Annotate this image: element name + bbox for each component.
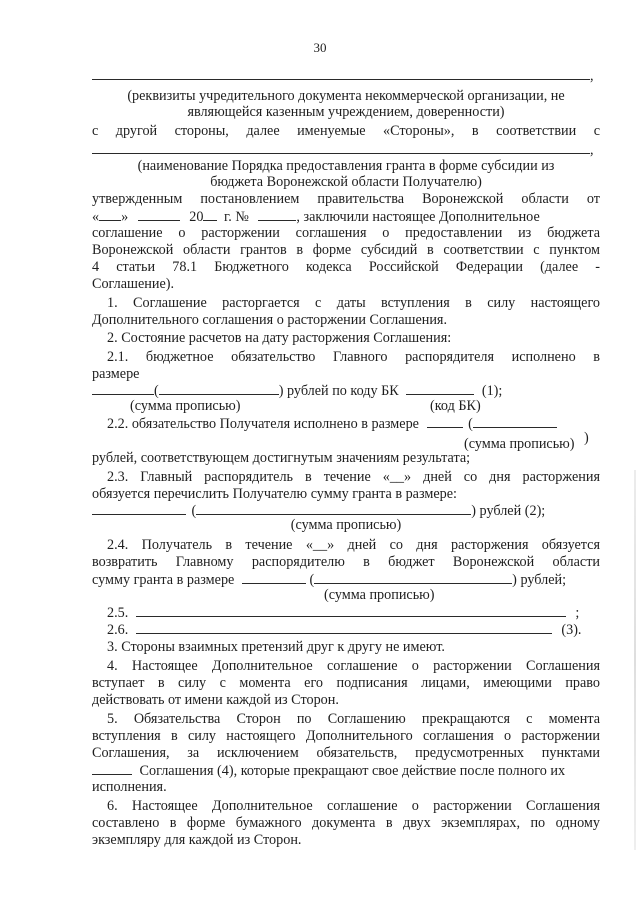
paragraph-line: 5. Обязательства Сторон по Соглашению прекращаются с момента: [107, 711, 600, 727]
paragraph-line: Воронежской области грантов в форме субсидий в соответствии с пунктом: [92, 242, 600, 258]
paragraph-line: рублей, соответствующем достигнутым значениям результата;: [92, 450, 471, 466]
paragraph-line: 2. Состояние расчетов на дату расторжения Соглашения:: [107, 330, 452, 346]
paragraph-line: 6. Настоящее Дополнительное соглашение о расторжении Соглашения: [107, 798, 600, 814]
fill-in-blank: [99, 209, 121, 221]
amount-line-2-3: ( ) рублей (2);: [92, 503, 600, 519]
paragraph-line: вступает в силу с момента его подписания лицами, имеющими право: [92, 675, 600, 691]
paragraph-line: исполнения.: [92, 779, 167, 795]
fill-in-blank: [92, 142, 590, 154]
paragraph-line: обязуется перечислить Получателю сумму гранта в размере:: [92, 486, 457, 502]
fill-in-blank: [427, 416, 463, 428]
fill-in-blank: [136, 605, 566, 617]
item-2-5-line: 2.5. ;: [107, 605, 580, 621]
paragraph-line: 3. Стороны взаимных претензий друг к другу не имеют.: [107, 639, 445, 655]
blank-line-requisites: ,: [92, 68, 600, 84]
fill-in-blank: [136, 622, 552, 634]
paragraph-line: 4 статьи 78.1 Бюджетного кодекса Российской Федерации (далее -: [92, 259, 600, 275]
fill-in-blank: [258, 209, 296, 221]
paragraph-line: 2.4. Получатель в течение «__» дней со дня расторжения обязуется: [107, 537, 600, 553]
paragraph-line: 4. Настоящее Дополнительное соглашение о расторжении Соглашения: [107, 658, 600, 674]
paragraph-line: экземпляру для каждой из Сторон.: [92, 832, 302, 848]
fill-in-blank: [203, 209, 217, 221]
fill-in-blank: [242, 572, 306, 584]
fill-in-blank: [92, 503, 186, 515]
paragraph-line: 2.3. Главный распорядитель в течение «__» дней со дня расторжения: [107, 469, 600, 485]
fill-in-blank: [159, 383, 279, 395]
paragraph-line: вступления в силу настоящего Дополнительного соглашения о расторжении: [92, 728, 600, 744]
caption-line: являющейся казенным учреждением, доверенности): [187, 104, 505, 120]
fill-in-blank: [92, 763, 132, 775]
paragraph-line: 2.2. обязательство Получателя исполнено в размере (: [92, 416, 600, 432]
amount-line-2-4: сумму гранта в размере ( ) рублей;: [92, 572, 567, 588]
paragraph-line: действовать от имени каждой из Сторон.: [92, 692, 339, 708]
blank-line-procedure: ,: [92, 142, 600, 158]
paragraph-line: составлено в форме бумажного документа в двух экземплярах, по одному: [92, 815, 600, 831]
caption-line: (реквизиты учредительного документа некоммерческой организации, не: [127, 88, 565, 104]
paragraph-line: Соглашение).: [92, 276, 175, 292]
fill-in-blank: [473, 416, 557, 428]
amount-line-2-1: ( ) рублей по коду БК (1);: [92, 383, 600, 399]
paragraph-line: Соглашения (4), которые прекращают свое действие после полного их: [92, 763, 600, 779]
scan-edge-shadow: [634, 470, 636, 850]
fill-in-blank: [92, 68, 590, 80]
paragraph-line: утвержденным постановлением правительства Воронежской области от: [92, 191, 600, 207]
fill-in-blank: [92, 383, 154, 395]
paragraph-line: Соглашения, за исключением обязательств, предусмотренных пунктами: [92, 745, 600, 761]
paragraph-line: Дополнительного соглашения о расторжении Соглашения.: [92, 312, 447, 328]
paragraph-line: 1. Соглашение расторгается с даты вступления в силу настоящего: [107, 295, 600, 311]
fill-in-blank: [196, 503, 471, 515]
caption-line: бюджета Воронежской области Получателю): [210, 174, 482, 190]
paragraph-line: 2.1. бюджетное обязательство Главного распорядителя исполнено в: [107, 349, 600, 365]
paragraph-line: возвратить Главному распорядителю в бюджет Воронежской области: [92, 554, 600, 570]
date-number-line: « » 20 г. № , заключили настоящее Дополнительное: [92, 209, 540, 225]
caption-line: (сумма прописью): [290, 517, 402, 533]
paragraph-line: соглашение о расторжении соглашения о предоставлении из бюджета: [92, 225, 600, 241]
fill-in-blank: [406, 383, 474, 395]
paragraph-line: с другой стороны, далее именуемые «Стороны», в соответствии с: [92, 123, 600, 139]
document-page: 30 , (реквизиты учредительного документа некоммерческой организации, не являющейся казенным учреждением, доверенности) с другой стороны, далее именуемые «Стороны», в соответствии с , (наименование Порядка предоставления гранта в форме субсидии из бюджета Воронежской области Получателю) утвержденным постановлением правительства Воронежской области от « » 20 г. № , заключили настоящее Дополнительное соглашение о расторжении соглашения о предоставлении из бюджета Воронежской области грантов в форме субсидий в соответствии с пунктом 4 статьи 78.1 Бюджетного кодекса Российской Федерации (далее - Соглашение). 1. Соглашение расторгается с даты вступления в силу настоящего Дополнительного соглашения о расторжении Соглашения. 2. Состояние расчетов на дату расторжения Соглашения: 2.1. бюджетное обязательство Главного распорядителя исполнено в размере ( ) рублей по коду БК (1); (сумма прописью) (код БК) 2.2. обязательство Получателя исполнено в размере ( ) (сумма прописью) рублей, соответствующем достигнутым значениям результата; 2.3. Главный распорядитель в течение «__» дней со дня расторжения обязуется перечислить Получателю сумму гранта в размере: ( ) рублей (2); (сумма прописью) 2.4. Получатель в течение «__» дней со дня расторжения обязуется возвратить Главному распорядителю в бюджет Воронежской области сумму гранта в размере ( ) рублей; (сумма прописью) 2.5. ; 2.6. (3). 3. Стороны взаимных претензий друг к другу не имеют. 4. Настоящее Дополнительное соглашение о расторжении Соглашения вступает в силу с момента его подписания лицами, имеющими право действовать от имени каждой из Сторон. 5. Обязательства Сторон по Соглашению прекращаются с момента вступления в силу настоящего Дополнительного соглашения о расторжении Соглашения, за исключением обязательств, предусмотренных пунктами Соглашения (4), которые прекращают свое действие после полного их исполнения. 6. Настоящее Дополнительное соглашение о расторжении Соглашения составлено в форме бумажного документа в двух экземплярах, по одному экземпляру для каждой из Сторон.: [0, 0, 640, 905]
caption-line: (наименование Порядка предоставления гранта в форме субсидии из: [137, 158, 555, 174]
fill-in-blank: [314, 572, 512, 584]
paragraph-line: размере: [92, 366, 140, 382]
fill-in-blank: [138, 209, 180, 221]
page-number: 30: [313, 40, 327, 55]
item-2-6-line: 2.6. (3).: [107, 622, 582, 638]
